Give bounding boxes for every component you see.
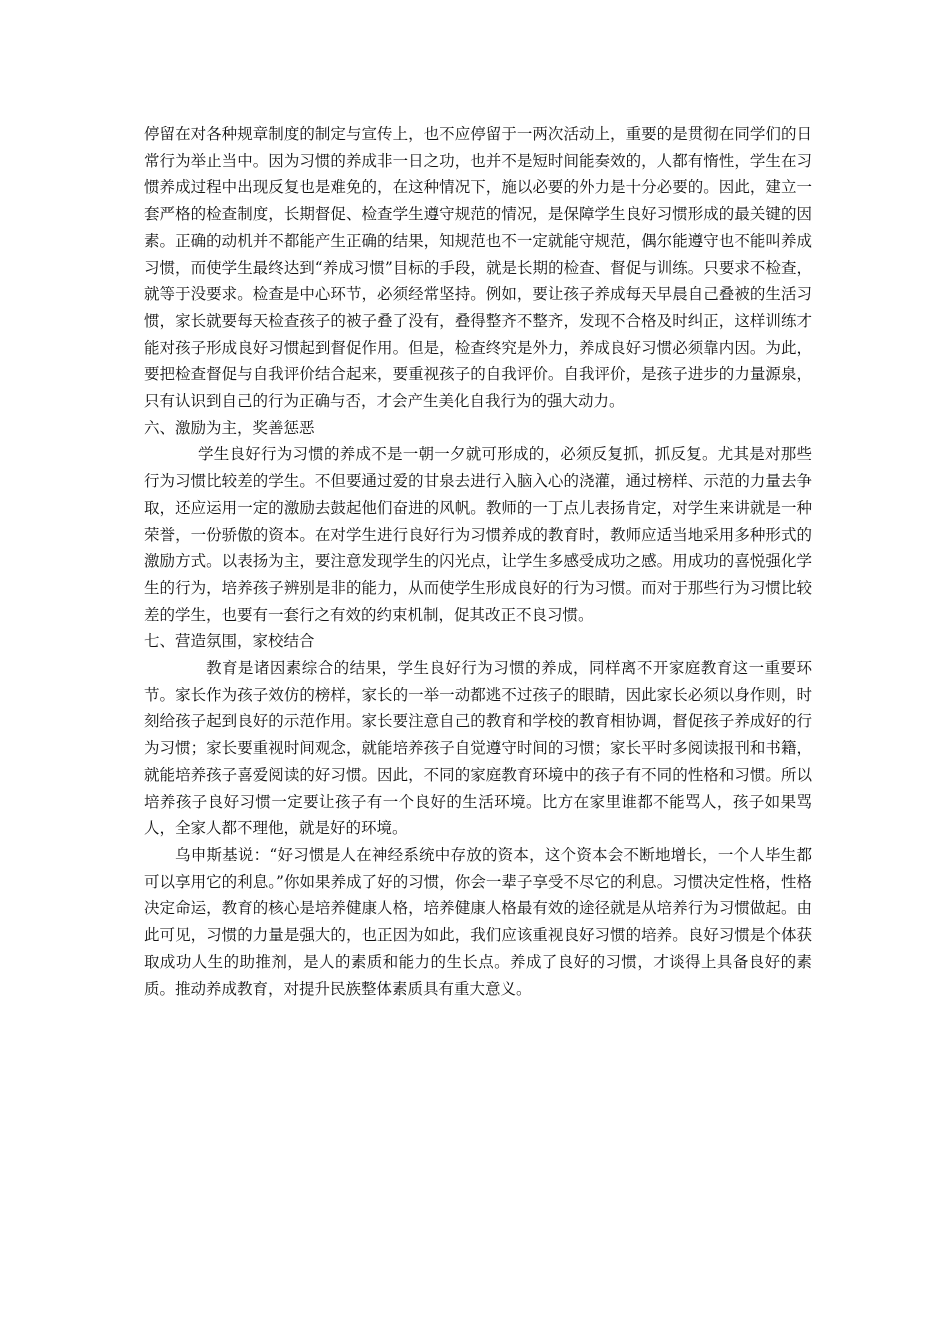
- paragraph-habit-inspection: 停留在对各种规章制度的制定与宣传上，也不应停留于一两次活动上，重要的是贯彻在同学们的日常行为举止当中。因为习惯的养成非一日之功，也并不是短时间能奏效的，人都有惰性，学生在习惯养成过程中出现反复也是难免的，在这种情况下，施以必要的外力是十分必要的。因此，建立一套严格的检查制度，长期督促、检查学生遵守规范的情况，是保障学生良好习惯形成的最关键的因素。正确的动机并不都能产生正确的结果，知规范也不一定就能守规范，偶尔能遵守也不能叫养成习惯，而使学生最终达到“养成习惯”目标的手段，就是长期的检查、督促与训练。只要求不检查，就等于没要求。检查是中心环节，必须经常坚持。例如，要让孩子养成每天早晨自己叠被的生活习惯，家长就要每天检查孩子的被子叠了没有，叠得整齐不整齐，发现不合格及时纠正，这样训练才能对孩子形成良好习惯起到督促作用。但是，检查终究是外力，养成良好习惯必须靠内因。为此，要把检查督促与自我评价结合起来，要重视孩子的自我评价。自我评价，是孩子进步的力量源泉，只有认识到自己的行为正确与否，才会产生美化自我行为的强大动力。: [144, 125, 812, 411]
- document-body: [144, 121, 812, 1002]
- paragraph-conclusion-quote: 乌申斯基说：“好习惯是人在神经系统中存放的资本，这个资本会不断地增长，一个人毕生都可以享用它的利息。”你如果养成了好的习惯，你会一辈子享受不尽它的利息。习惯决定性格，性格决定命运，教育的核心是培养健康人格，培养健康人格最有效的途径就是从培养行为习惯做起。由此可见，习惯的力量是强大的，也正因为如此，我们应该重视良好习惯的培养。良好习惯是个体获取成功人生的助推剂，是人的素质和能力的生长点。养成了良好的习惯，才谈得上具备良好的素质。推动养成教育，对提升民族整体素质具有重大意义。: [144, 845, 812, 998]
- paragraph-home-school: 教育是诸因素综合的结果，学生良好行为习惯的养成，同样离不开家庭教育这一重要环节。家长作为孩子效仿的榜样，家长的一举一动都逃不过孩子的眼睛，因此家长必须以身作则，时刻给孩子起到良好的示范作用。家长要注意自己的教育和学校的教育相协调，督促孩子养成好的行为习惯；家长要重视时间观念，就能培养孩子自觉遵守时间的习惯；家长平时多阅读报刊和书籍，就能培养孩子喜爱阅读的好习惯。因此，不同的家庭教育环境中的孩子有不同的性格和习惯。所以培养孩子良好习惯一定要让孩子有一个良好的生活环境。比方在家里谁都不能骂人，孩子如果骂人，全家人都不理他，就是好的环境。: [144, 659, 812, 838]
- section-heading-seven: 七、营造氛围，家校结合: [144, 632, 315, 651]
- paragraph-encouragement: 学生良好行为习惯的养成不是一朝一夕就可形成的，必须反复抓，抓反复。尤其是对那些行为习惯比较差的学生。不但要通过爱的甘泉去进行入脑入心的浇灌，通过榜样、示范的力量去争取，还应运用一定的激励去鼓起他们奋进的风帆。教师的一丁点儿表扬肯定，对学生来讲就是一种荣誉，一份骄傲的资本。在对学生进行良好行为习惯养成的教育时，教师应适当地采用多种形式的激励方式。以表扬为主，要注意发现学生的闪光点，让学生多感受成功之感。用成功的喜悦强化学生的行为，培养孩子辨别是非的能力，从而使学生形成良好的行为习惯。而对于那些行为习惯比较差的学生，也要有一套行之有效的约束机制，促其改正不良习惯。: [144, 445, 812, 624]
- section-heading-six: 六、激励为主，奖善惩恶: [144, 418, 315, 437]
